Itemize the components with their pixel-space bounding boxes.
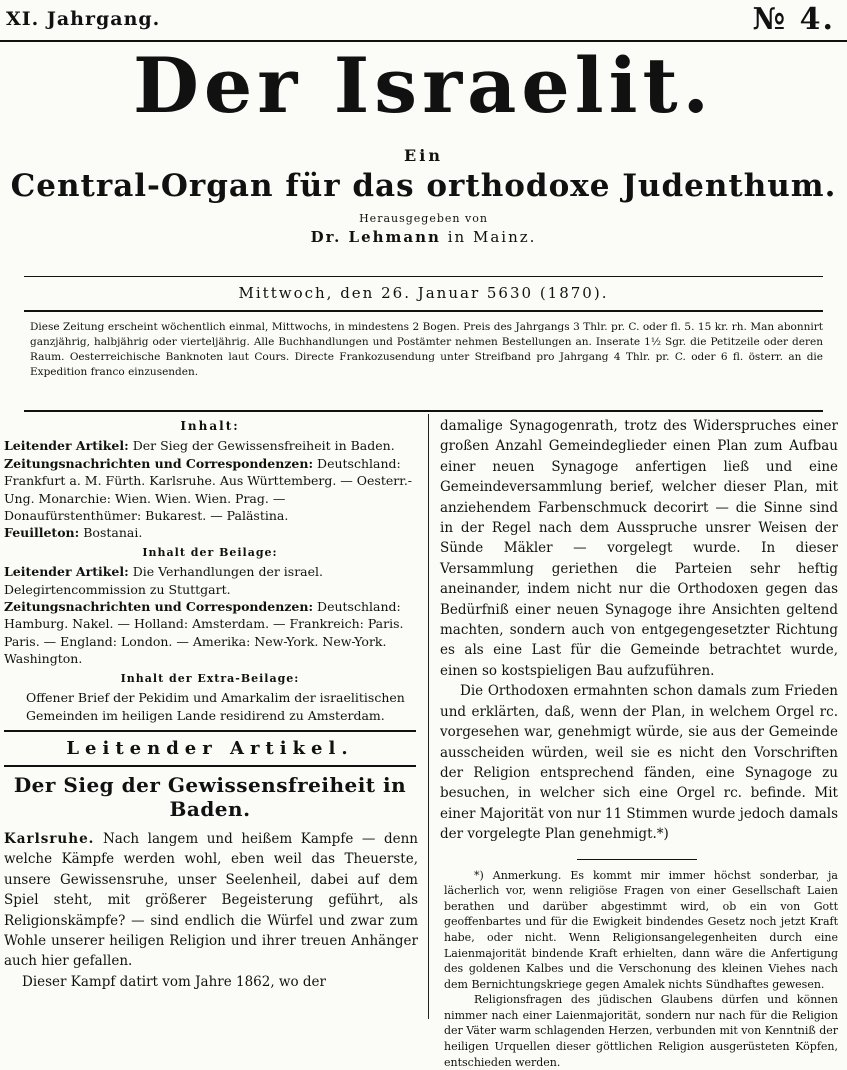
- toc-item: [0, 563, 420, 598]
- footnote: *) Anmerkung. Es kommt mir immer höchst sonderbar, ja lächerlich vor, wenn religiöse Fragen von einer Gesellschaft Laien berathen und darüber abgestimmt wird, ob ein von Gott geoffenbartes und für die Ewigkeit bindendes Gesetz noch jetzt Kraft habe, oder nicht. Wenn Religionsangelegenheiten durch eine Laienmajorität bindende Kraft erhielten, dann wäre die Anfertigung des goldenen Kalbes und die Verschonung des kleinen Viehes nach dem Bernichtungskriege gegen Amalek nichts Sündhaftes gewesen.: [444, 868, 838, 991]
- section-heading: Leitender Artikel.: [66, 737, 354, 759]
- subscription-notice: Diese Zeitung erscheint wöchentlich einmal, Mittwochs, in mindestens 2 Bogen. Preis des Jahrgangs 3 Thlr. pr. C. oder fl. 5. 15 kr. rh. Man abonnirt ganzjährig, halbjährig oder vierteljährig. Alle Buchhandlungen und Postämter nehmen Bestellungen an. Inserate 1½ Sgr. die Petitzeile oder deren Raum. Oesterreichische Banknoten laut Cours. Directe Frankozusendung unter Streifband pro Jahrgang 4 Thlr. pr. C. oder 6 fl. österr. an die Expedition franco einzusenden.: [30, 321, 823, 378]
- notice-rule: [24, 410, 823, 412]
- masthead-topline: [0, 0, 847, 38]
- toc-item: [0, 455, 420, 525]
- left-column: [0, 416, 420, 992]
- newspaper-subtitle: Central-Organ für das orthodoxe Judenthum.: [10, 168, 837, 204]
- toc-item-text: Bostanai.: [83, 525, 143, 541]
- toc-item-text: Deutschland: Frankfurt a. M. Fürth. Karlsruhe. Aus Württemberg. — Oesterr.-Ung. Monarchie: Wien. Wien. Wien. Prag. — Donaufürstenthümer: Bukarest. — Palästina.: [4, 455, 413, 524]
- toc-item: [0, 524, 420, 541]
- column-divider: [428, 414, 429, 1019]
- section-rule: [4, 730, 416, 732]
- toc-item-label: Leitender Artikel:: [4, 564, 129, 580]
- editor-line: [0, 228, 847, 246]
- article-paragraph: [0, 829, 420, 972]
- article-text: Nach langem und heißem Kampfe — denn welche Kämpfe werden wohl, eben weil das Theuerste, unsere Gewissensruhe, unser Seelenheil, dabei auf dem Spiel steht, mit größerer Begeisterung geführt, als Religionskämpfe? — sind endlich die Würfel und zwar zum Wohle unserer heiligen Religion und ihrer treuen Anhänger auch hier gefallen.: [4, 830, 419, 970]
- toc-item-label: Zeitungsnachrichten und Correspondenzen:: [4, 455, 314, 471]
- publisher-line: Herausgegeben von: [359, 212, 488, 225]
- toc-item-label: Leitender Artikel:: [4, 438, 129, 454]
- newspaper-title: Der Israelit.: [132, 41, 715, 130]
- extra-beilage-text: Offener Brief der Pekidim und Amarkalim der israelitischen Gemeinden im heiligen Lande residirend zu Amsterdam.: [26, 690, 405, 723]
- dateline: Mittwoch, den 26. Januar 5630 (1870).: [238, 284, 609, 302]
- right-column: [436, 416, 838, 1070]
- article-dateline: Karlsruhe.: [4, 830, 95, 847]
- article-paragraph: damalige Synagogenrath, trotz des Widerspruches einer großen Anzahl Gemeindeglieder einen Plan zum Aufbau einer neuen Synagoge anfertigen ließ und eine Gemeindeversammlung berief, welcher dieser Plan, mit anziehendem Farbenschmuck decorirt — die Sinne sind in der Regel nach dem Ausspruche unsrer Weisen der Sünde Mäkler — vorgelegt wurde. In dieser Versammlung geriethen die Parteien sehr heftig aneinander, indem nicht nur die Orthodoxen gegen das Bedürfniß einer neuen Synagoge ihre Ansichten geltend machten, sondern auch von entgegengesetzter Richtung es als eine Last für die Gemeinde betrachtet wurde, einen so kostspieligen Bau aufzuführen.: [440, 418, 838, 679]
- toc-item-text: Deutschland: Hamburg. Nakel. — Holland: Amsterdam. — Frankreich: Paris. Paris. — England: London. — Amerika: New-York. New-York. Washington.: [4, 599, 404, 667]
- toc-item-text: Die Verhandlungen der israel. Delegirtencommission zu Stuttgart.: [4, 564, 323, 597]
- subtitle-ein: Ein: [404, 146, 443, 165]
- toc-item-label: Feuilleton:: [4, 525, 80, 541]
- footnote-rule: [577, 859, 697, 860]
- article-paragraph: Dieser Kampf datirt vom Jahre 1862, wo der: [22, 973, 326, 990]
- date-rule-bottom: [24, 310, 823, 312]
- article-title: Der Sieg der Gewissensfreiheit in Baden.: [13, 772, 407, 821]
- volume-label: XI. Jahrgang.: [6, 8, 161, 30]
- section-rule: [4, 765, 416, 767]
- issue-number: № 4.: [752, 2, 835, 37]
- article-paragraph: Die Orthodoxen ermahnten schon damals zum Frieden und erklärten, daß, wenn der Plan, in welchem Orgel rc. vorgesehen war, genehmigt würde, sie aus der Gemeinde ausscheiden würden, weil sie es nicht den Vorschriften der Religion entsprechend fänden, eine Synagoge zu besuchen, in welcher sich eine Orgel rc. befinde. Mit einer Majorität von nur 11 Stimmen wurde jedoch damals der vorgelegte Plan genehmigt.*): [440, 683, 838, 843]
- beilage-title: Inhalt der Beilage:: [142, 545, 278, 559]
- toc-item: [0, 598, 420, 668]
- toc-title: Inhalt:: [180, 419, 240, 433]
- date-rule-top: [24, 276, 823, 277]
- footnote-continued: Religionsfragen des jüdischen Glaubens dürfen und können nimmer nach einer Laienmajorität, sondern nur nach für die Religion der Väter warm schlagenden Herzen, verbunden mit von Kenntniß der heiligen Urquellen dieser göttlichen Religion ausgerüsteten Köpfen, entschieden werden.: [444, 993, 839, 1069]
- editor-name: Dr. Lehmann: [310, 228, 441, 246]
- editor-place: in Mainz.: [447, 228, 537, 246]
- toc-item-text: Der Sieg der Gewissensfreiheit in Baden.: [132, 438, 395, 454]
- toc-item: [0, 437, 420, 454]
- extra-beilage-title: Inhalt der Extra-Beilage:: [120, 671, 300, 685]
- toc-item-label: Zeitungsnachrichten und Correspondenzen:: [4, 599, 314, 615]
